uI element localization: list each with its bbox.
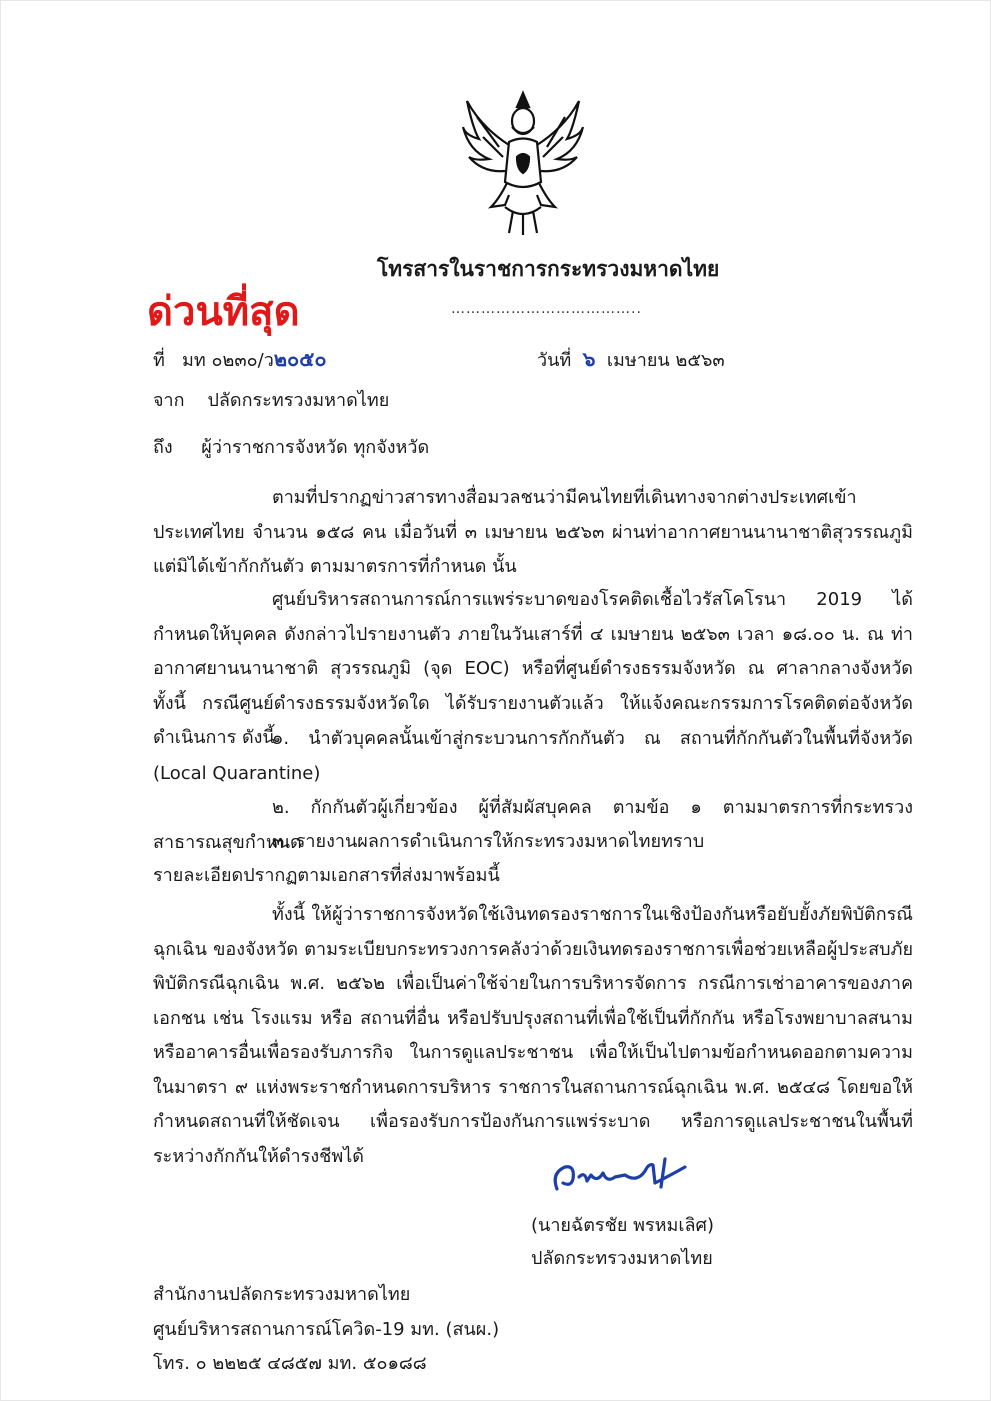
from-label: จาก	[153, 390, 185, 411]
footer-center: ศูนย์บริหารสถานการณ์โควิด-19 มท. (สนผ.)	[153, 1319, 500, 1340]
doc-label: ที่	[153, 350, 165, 371]
signatory-position: ปลัดกระทรวงมหาดไทย	[531, 1248, 713, 1269]
document-date	[537, 346, 725, 374]
list-item-2: ๒. กักกันตัวผู้เกี่ยวข้อง ผู้ที่สัมผัสบุคคล ตามข้อ ๑ ตามมาตรการที่กระทรวงสาธารณสุขกำหนด	[153, 797, 913, 853]
header-title: โทรสารในราชการกระทรวงมหาดไทย	[377, 257, 720, 281]
footer-office: สำนักงานปลัดกระทรวงมหาดไทย	[153, 1284, 411, 1305]
date-label: วันที่	[537, 350, 572, 371]
paragraph-2: ศูนย์บริหารสถานการณ์การแพร่ระบาดของโรคติดเชื้อไวรัสโคโรนา 2019 ได้กำหนดให้บุคคล ดังกล่าวไปรายงานตัว ภายในวันเสาร์ที่ ๔ เมษายน ๒๕๖๓ เวลา ๑๘.๐๐ น. ณ ท่าอากาศยานนานาชาติ สุวรรณภูมิ (จุด EOC) หรือที่ศูนย์ดำรงธรรมจังหวัด ณ ศาลากลางจังหวัด ทั้งนี้ กรณีศูนย์ดำรงธรรมจังหวัดใด ได้รับรายงานตัวแล้ว ให้แจ้งคณะกรรมการโรคติดต่อจังหวัดดำเนินการ ดังนี้	[153, 589, 913, 748]
from-value: ปลัดกระทรวงมหาดไทย	[207, 390, 390, 411]
footer-phone: โทร. ๐ ๒๒๒๕ ๔๘๕๗ มท. ๕๐๑๘๘	[153, 1353, 427, 1374]
details-line: รายละเอียดปรากฏตามเอกสารที่ส่งมาพร้อมนี้	[153, 865, 500, 886]
urgency-stamp: ด่วนที่สุด	[147, 289, 300, 335]
from-line	[153, 388, 389, 414]
paragraph-3: ทั้งนี้ ให้ผู้ว่าราชการจังหวัดใช้เงินทดรองราชการในเชิงป้องกันหรือยับยั้งภัยพิบัติกรณีฉุกเฉิน ของจังหวัด ตามระเบียบกระทรวงการคลังว่าด้วยเงินทดรองราชการเพื่อช่วยเหลือผู้ประสบภัยพิบัติกรณีฉุกเฉิน พ.ศ. ๒๕๖๒ เพื่อเป็นค่าใช้จ่ายในการบริหารจัดการ กรณีการเช่าอาคารของภาคเอกชน เช่น โรงแรม หรือ สถานที่อื่น หรือปรับปรุงสถานที่เพื่อใช้เป็นที่กักกัน หรือโรงพยาบาลสนาม หรืออาคารอื่นเพื่อรองรับภารกิจ ในการดูแลประชาชน เพื่อให้เป็นไปตามข้อกำหนดออกตามความในมาตรา ๙ แห่งพระราชกำหนดการบริหาร ราชการในสถานการณ์ฉุกเฉิน พ.ศ. ๒๕๔๘ โดยขอให้กำหนดสถานที่ให้ชัดเจน เพื่อรองรับการป้องกันการแพร่ระบาด หรือการดูแลประชาชนในพื้นที่ระหว่างกักกันให้ดำรงชีพได้	[153, 904, 913, 1167]
date-rest: เมษายน ๒๕๖๓	[606, 350, 725, 371]
paragraph-1: ตามที่ปรากฏข่าวสารทางสื่อมวลชนว่ามีคนไทยที่เดินทางจากต่างประเทศเข้าประเทศไทย จำนวน ๑๕๘ คน เมื่อวันที่ ๓ เมษายน ๒๕๖๓ ผ่านท่าอากาศยานนานาชาติสุวรรณภูมิ แต่มิได้เข้ากักกันตัว ตามมาตรการที่กำหนด นั้น	[153, 487, 913, 577]
garuda-emblem-icon	[459, 87, 587, 237]
doc-number-prefix: มท ๐๒๓๐/ว	[182, 350, 274, 371]
doc-number-handwritten: ๒๐๕๐	[273, 347, 327, 371]
list-item-1: ๑. นำตัวบุคคลนั้นเข้าสู่กระบวนการกักกันตัว ณ สถานที่กักกันตัวในพื้นที่จังหวัด (Local Quarantine)	[153, 728, 913, 784]
dotted-line: ………………………………..	[451, 301, 642, 317]
to-value: ผู้ว่าราชการจังหวัด ทุกจังหวัด	[201, 437, 430, 458]
to-label: ถึง	[153, 437, 173, 458]
date-day-handwritten: ๖	[582, 347, 596, 371]
handwritten-signature	[545, 1153, 705, 1201]
document-number	[153, 346, 327, 374]
list-item-3: ๓. รายงานผลการดำเนินการให้กระทรวงมหาดไทยทราบ	[272, 831, 705, 852]
signatory-name: (นายฉัตรชัย พรหมเลิศ)	[531, 1215, 714, 1236]
to-line	[153, 435, 429, 461]
